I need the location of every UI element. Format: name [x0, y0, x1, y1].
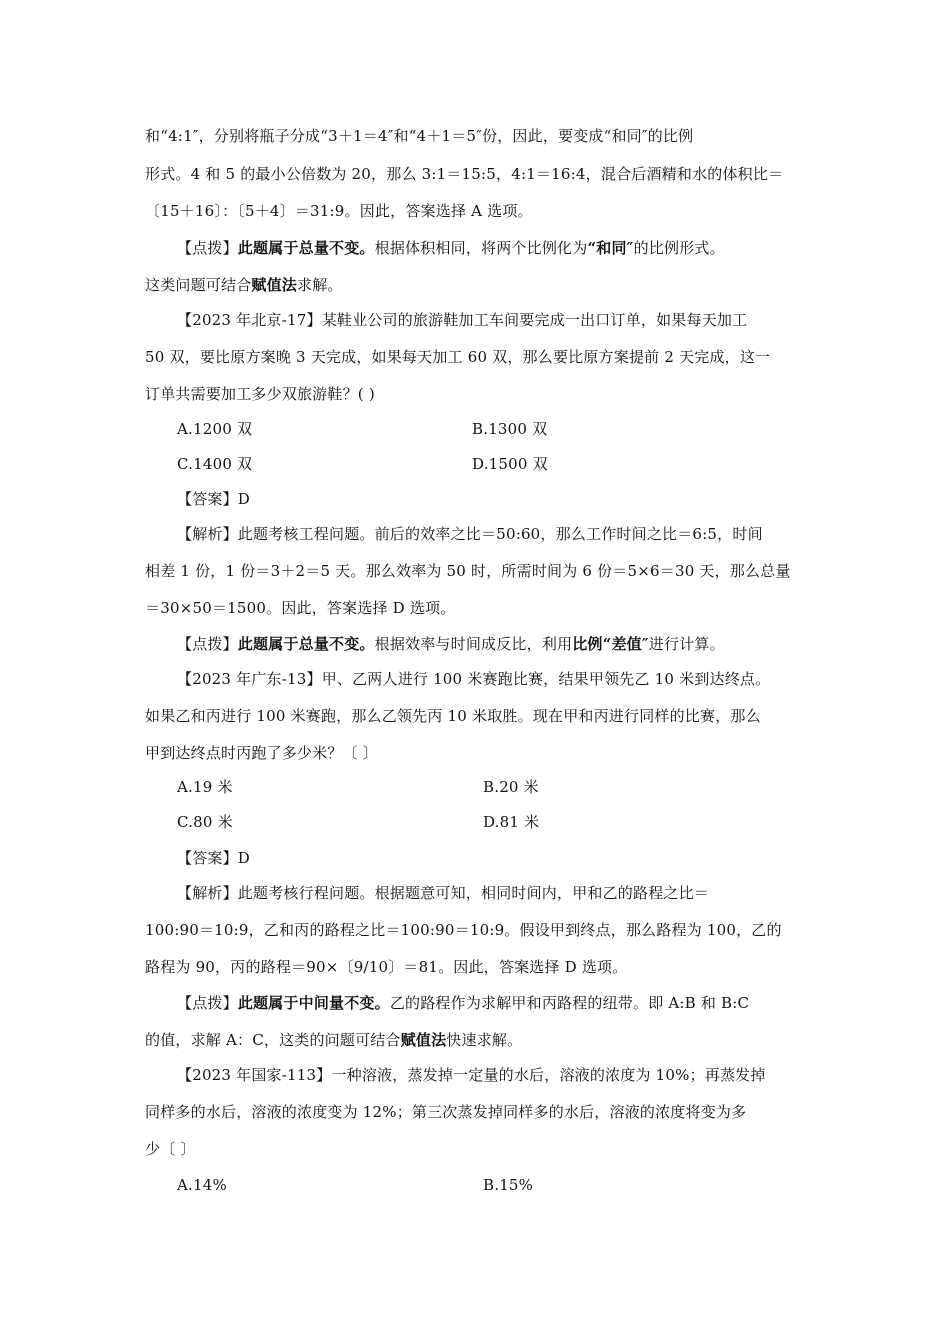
explanation-line: 【解析】此题考核行程问题。根据题意可知，相同时间内，甲和乙的路程之比＝: [177, 884, 710, 902]
option-d: D.81 米: [483, 813, 540, 831]
question-line: 50 双，要比原方案晚 3 天完成，如果每天加工 60 双，那么要比原方案提前 2 天完成，这一: [145, 348, 771, 366]
question-line: 少〔 〕: [145, 1140, 196, 1158]
paragraph-line: 和“4:1″，分别将瓶子分成“3＋1＝4″和“4＋1＝5″份，因此，要变成“和同″的比例: [145, 127, 694, 145]
tip-line: [177, 993, 749, 1013]
tip-line: [177, 634, 725, 654]
question-line: 【2023 年北京-17】某鞋业公司的旅游鞋加工车间要完成一出口订单，如果每天加工: [177, 311, 748, 329]
tip-text: 的值，求解 A：C，这类的问题可结合: [145, 1031, 401, 1049]
question-line: 【2023 年广东-13】甲、乙两人进行 100 米赛跑比赛，结果甲领先乙 10 米到达终点。: [177, 670, 771, 688]
question-line: 【2023 年国家-113】一种溶液，蒸发掉一定量的水后，溶液的浓度为 10%；再蒸发掉: [177, 1066, 766, 1084]
paragraph-line: 形式。4 和 5 的最小公倍数为 20，那么 3:1＝15:5，4:1＝16:4，混合后酒精和水的体积比＝: [145, 165, 784, 183]
tip-text: 的比例形式。: [633, 239, 725, 257]
tip-keypoint: 此题属于总量不变。: [237, 239, 375, 257]
option-c: C.80 米: [177, 813, 233, 831]
answer-line: 【答案】D: [177, 849, 251, 867]
tip-text: 根据体积相同，将两个比例化为: [374, 239, 588, 257]
answer-line: 【答案】D: [177, 490, 251, 508]
option-b: B.20 米: [483, 778, 539, 796]
tip-keypoint: 赋值法: [251, 276, 298, 294]
tip-keypoint: 比例“差值″: [572, 635, 649, 653]
tip-keypoint: 此题属于总量不变。: [237, 635, 375, 653]
tip-text: 进行计算。: [648, 635, 725, 653]
explanation-line: ＝30×50＝1500。因此，答案选择 D 选项。: [145, 599, 456, 617]
tip-keypoint: “和同″: [587, 239, 634, 257]
tip-keypoint: 此题属于中间量不变。: [237, 994, 390, 1012]
question-line: 同样多的水后，溶液的浓度变为 12%；第三次蒸发掉同样多的水后，溶液的浓度将变为多: [145, 1103, 747, 1121]
tip-text: 快速求解。: [446, 1031, 523, 1049]
tip-line: [177, 238, 725, 258]
tip-line: [145, 275, 343, 295]
tip-text: 求解。: [297, 276, 343, 294]
tip-label: 【点拨】: [177, 239, 238, 257]
explanation-line: 路程为 90，丙的路程＝90×〔9/10〕＝81。因此，答案选择 D 选项。: [145, 958, 628, 976]
tip-keypoint: 赋值法: [400, 1031, 447, 1049]
option-b: B.1300 双: [472, 420, 548, 438]
tip-text: 乙的路程作为求解甲和丙路程的纽带。即 A:B 和 B:C: [389, 994, 750, 1012]
paragraph-line: 〔15＋16〕：〔5＋4〕＝31:9。因此，答案选择 A 选项。: [145, 202, 533, 220]
explanation-line: 相差 1 份，1 份＝3＋2＝5 天。那么效率为 50 时，所需时间为 6 份＝5×6＝30 天，那么总量: [145, 562, 791, 580]
explanation-line: 【解析】此题考核工程问题。前后的效率之比＝50:60，那么工作时间之比＝6:5，时间: [177, 525, 763, 543]
explanation-line: 100:90＝10:9，乙和丙的路程之比＝100:90＝10:9。假设甲到终点，那么路程为 100，乙的: [145, 921, 782, 939]
tip-label: 【点拨】: [177, 994, 238, 1012]
question-line: 如果乙和丙进行 100 米赛跑，那么乙领先丙 10 米取胜。现在甲和丙进行同样的比赛，那么: [145, 707, 761, 725]
option-a: A.14%: [177, 1176, 227, 1194]
option-a: A.1200 双: [177, 420, 253, 438]
option-d: D.1500 双: [472, 455, 548, 473]
question-line: 订单共需要加工多少双旅游鞋？( ): [145, 385, 375, 403]
tip-text: 根据效率与时间成反比，利用: [374, 635, 573, 653]
tip-text: 这类问题可结合: [145, 276, 252, 294]
option-a: A.19 米: [177, 778, 233, 796]
question-line: 甲到达终点时丙跑了多少米？〔 〕: [145, 744, 378, 762]
option-c: C.1400 双: [177, 455, 253, 473]
tip-line: [145, 1030, 522, 1050]
option-b: B.15%: [483, 1176, 534, 1194]
tip-label: 【点拨】: [177, 635, 238, 653]
